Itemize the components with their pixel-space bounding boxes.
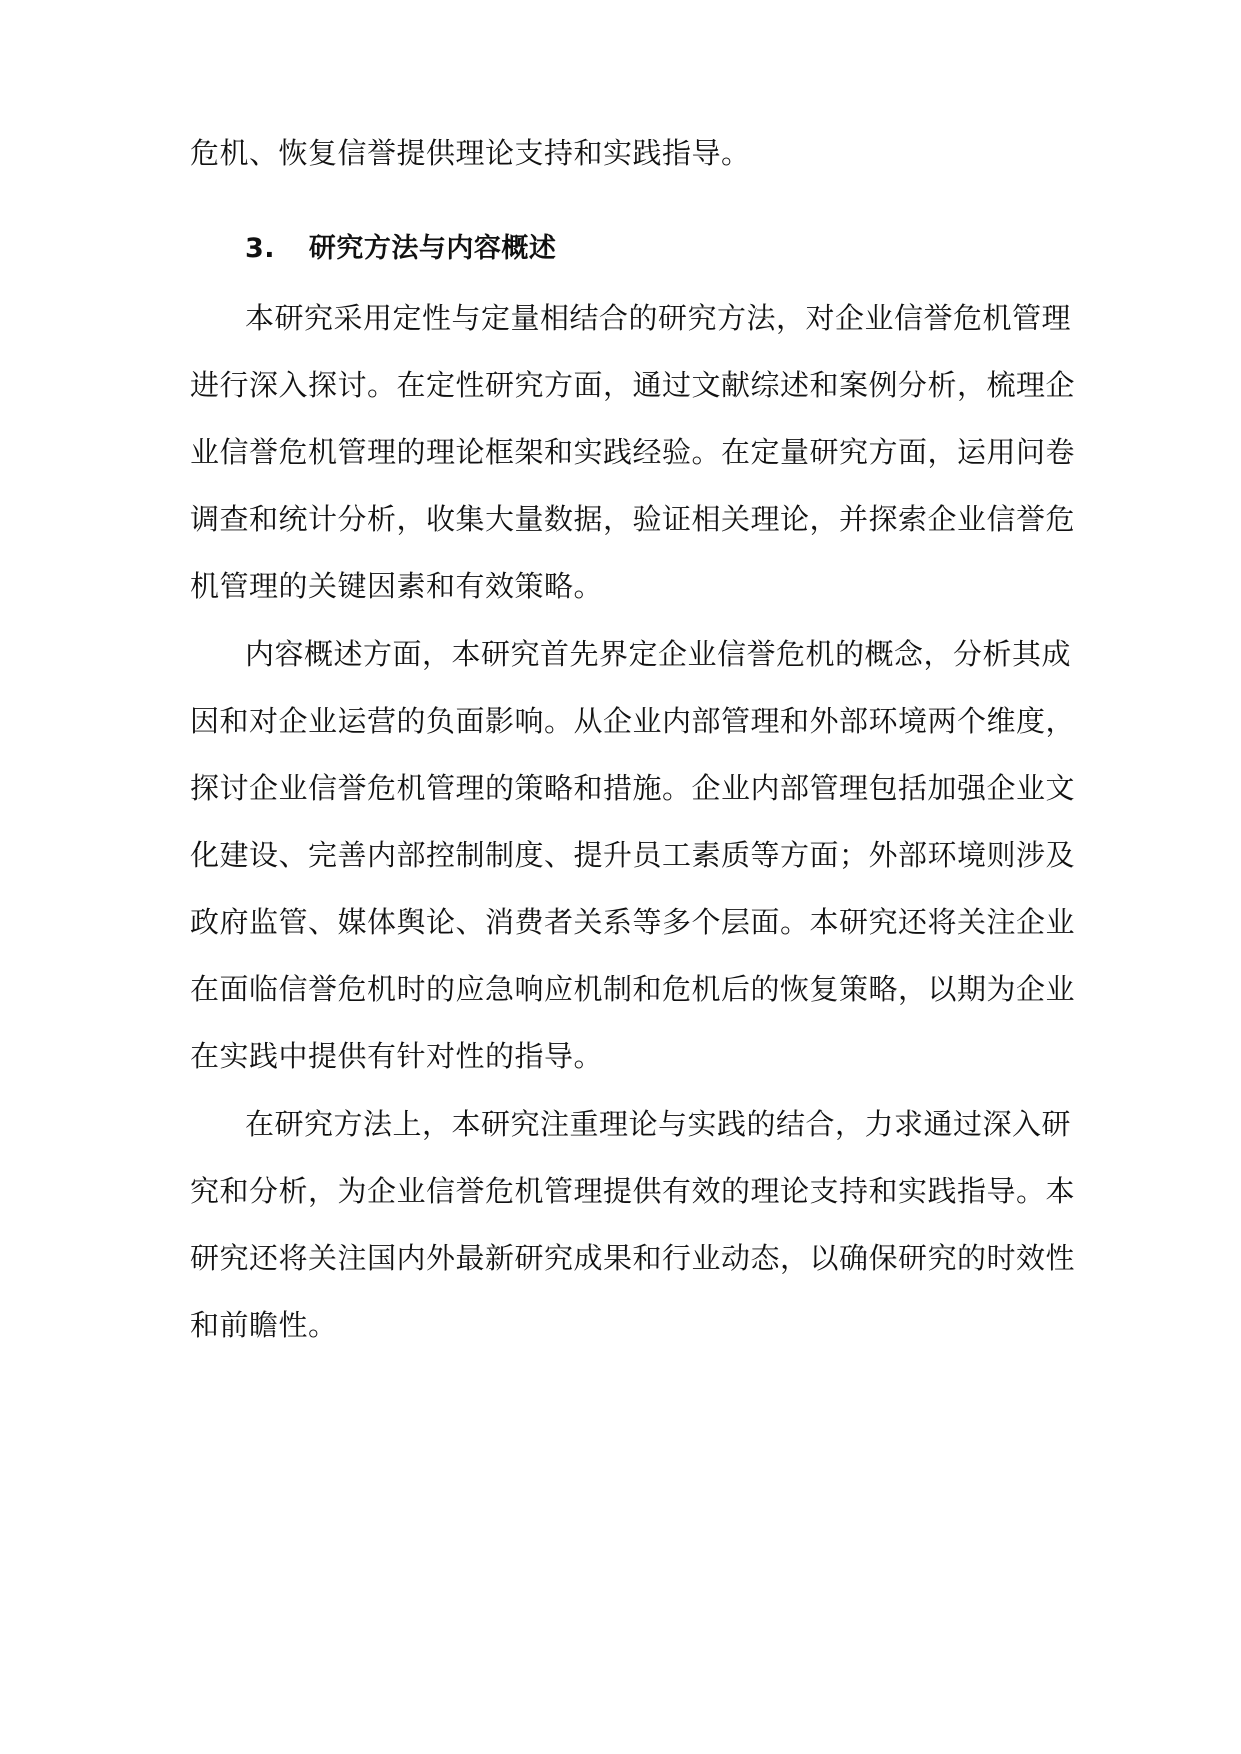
paragraph-line: 在面临信誉危机时的应急响应机制和危机后的恢复策略，以期为企业 [190, 972, 1076, 1006]
paragraph-line: 政府监管、媒体舆论、消费者关系等多个层面。本研究还将关注企业 [190, 905, 1076, 939]
paragraph-line: 研究还将关注国内外最新研究成果和行业动态，以确保研究的时效性 [190, 1241, 1076, 1275]
paragraph-line: 内容概述方面，本研究首先界定企业信誉危机的概念，分析其成 [245, 637, 1072, 671]
paragraph-line: 在研究方法上，本研究注重理论与实践的结合，力求通过深入研 [245, 1107, 1072, 1141]
paragraph-line: 机管理的关键因素和有效策略。 [190, 569, 604, 603]
paragraph-line: 业信誉危机管理的理论框架和实践经验。在定量研究方面，运用问卷 [190, 435, 1076, 469]
paragraph-line: 究和分析，为企业信誉危机管理提供有效的理论支持和实践指导。本 [190, 1174, 1076, 1208]
paragraph-line: 调查和统计分析，收集大量数据，验证相关理论，并探索企业信誉危 [190, 502, 1076, 536]
paragraph-line: 和前瞻性。 [190, 1308, 338, 1342]
section-heading [245, 229, 556, 269]
intro-tail-line: 危机、恢复信誉提供理论支持和实践指导。 [190, 136, 751, 170]
paragraph-line: 进行深入探讨。在定性研究方面，通过文献综述和案例分析，梳理企 [190, 368, 1076, 402]
paragraph-line: 化建设、完善内部控制制度、提升员工素质等方面；外部环境则涉及 [190, 838, 1076, 872]
paragraph-line: 在实践中提供有针对性的指导。 [190, 1039, 604, 1073]
paragraph-line: 本研究采用定性与定量相结合的研究方法，对企业信誉危机管理 [245, 301, 1072, 335]
paragraph-line: 因和对企业运营的负面影响。从企业内部管理和外部环境两个维度， [190, 704, 1076, 738]
section-title: 研究方法与内容概述 [308, 233, 557, 264]
paragraph-line: 探讨企业信誉危机管理的策略和措施。企业内部管理包括加强企业文 [190, 771, 1076, 805]
section-number: 3. [245, 233, 276, 264]
